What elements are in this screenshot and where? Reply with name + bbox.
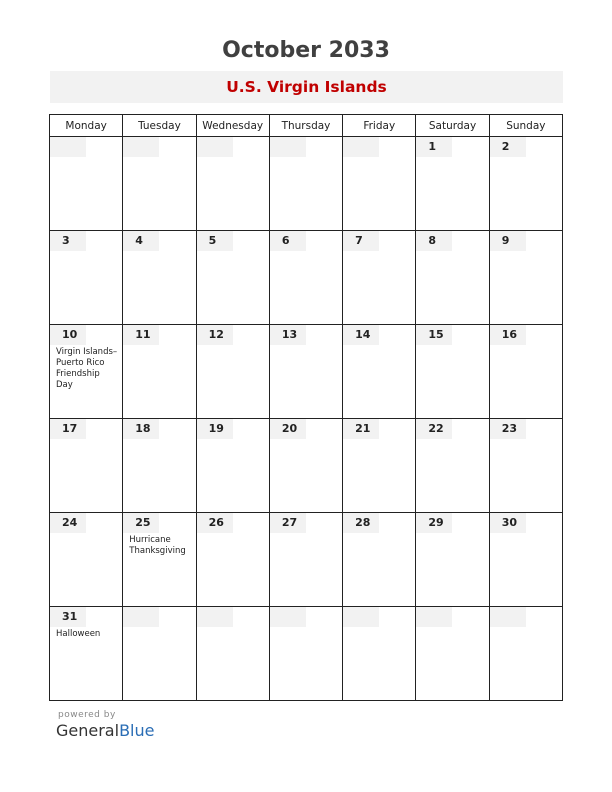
day-number: 23 — [490, 419, 526, 439]
day-number: 13 — [270, 325, 306, 345]
day-cell — [489, 137, 562, 231]
holiday-label: Halloween — [56, 629, 101, 639]
day-cell — [196, 513, 269, 607]
page-title: October 2033 — [222, 38, 390, 63]
weekday-header: Monday — [50, 115, 123, 137]
day-cell — [50, 607, 123, 701]
footer-brand — [56, 710, 154, 740]
day-number — [123, 607, 159, 627]
day-number: 26 — [197, 513, 233, 533]
day-number: 7 — [343, 231, 379, 251]
logo-general-text: General — [56, 721, 120, 740]
day-number — [123, 137, 159, 157]
day-cell — [269, 419, 342, 513]
day-cell — [416, 137, 489, 231]
day-cell — [416, 231, 489, 325]
weekday-header: Sunday — [489, 115, 562, 137]
day-number — [197, 607, 233, 627]
day-cell — [123, 137, 196, 231]
week-row — [50, 231, 563, 325]
day-cell — [343, 513, 416, 607]
weekday-header: Thursday — [269, 115, 342, 137]
day-cell — [196, 231, 269, 325]
day-cell — [196, 325, 269, 419]
day-cell — [343, 325, 416, 419]
day-number: 31 — [50, 607, 86, 627]
day-cell — [196, 137, 269, 231]
day-number: 29 — [416, 513, 452, 533]
day-number — [197, 137, 233, 157]
day-number — [50, 137, 86, 157]
day-number: 22 — [416, 419, 452, 439]
day-number: 2 — [490, 137, 526, 157]
day-number: 10 — [50, 325, 86, 345]
day-cell — [489, 513, 562, 607]
day-number: 9 — [490, 231, 526, 251]
day-number: 11 — [123, 325, 159, 345]
day-number: 16 — [490, 325, 526, 345]
generalblue-logo — [56, 721, 154, 740]
day-cell — [50, 137, 123, 231]
day-cell — [489, 231, 562, 325]
day-cell — [343, 137, 416, 231]
holiday-label: Virgin Islands–Puerto Rico Friendship Day — [56, 347, 118, 390]
day-cell — [269, 325, 342, 419]
day-number: 12 — [197, 325, 233, 345]
week-row — [50, 325, 563, 419]
day-number: 19 — [197, 419, 233, 439]
day-cell — [50, 419, 123, 513]
day-number: 28 — [343, 513, 379, 533]
day-cell — [269, 513, 342, 607]
day-number: 1 — [416, 137, 452, 157]
day-cell — [489, 325, 562, 419]
day-cell — [416, 513, 489, 607]
day-number: 8 — [416, 231, 452, 251]
day-cell — [123, 325, 196, 419]
subtitle-bar — [50, 71, 563, 103]
day-cell — [196, 419, 269, 513]
day-cell — [123, 513, 196, 607]
day-number — [490, 607, 526, 627]
day-cell — [416, 325, 489, 419]
day-number: 27 — [270, 513, 306, 533]
day-number: 6 — [270, 231, 306, 251]
day-cell — [489, 419, 562, 513]
powered-by-text: powered by — [58, 710, 116, 720]
day-number: 20 — [270, 419, 306, 439]
day-cell — [269, 231, 342, 325]
day-cell — [489, 607, 562, 701]
week-row — [50, 419, 563, 513]
day-number — [343, 137, 379, 157]
calendar-grid — [49, 114, 563, 701]
day-number: 18 — [123, 419, 159, 439]
day-number — [343, 607, 379, 627]
week-row — [50, 607, 563, 701]
day-cell — [343, 607, 416, 701]
weekday-header-row — [50, 115, 563, 137]
day-cell — [123, 607, 196, 701]
weekday-header: Friday — [343, 115, 416, 137]
weekday-header: Saturday — [416, 115, 489, 137]
day-number: 4 — [123, 231, 159, 251]
region-subtitle: U.S. Virgin Islands — [226, 78, 387, 96]
day-cell — [50, 513, 123, 607]
day-number — [270, 137, 306, 157]
day-number: 17 — [50, 419, 86, 439]
day-cell — [50, 325, 123, 419]
day-number: 24 — [50, 513, 86, 533]
day-cell — [343, 231, 416, 325]
day-cell — [50, 231, 123, 325]
weekday-header: Wednesday — [196, 115, 269, 137]
week-row — [50, 513, 563, 607]
day-number — [270, 607, 306, 627]
day-number: 14 — [343, 325, 379, 345]
day-number: 15 — [416, 325, 452, 345]
day-number: 30 — [490, 513, 526, 533]
week-row — [50, 137, 563, 231]
day-number: 21 — [343, 419, 379, 439]
day-cell — [416, 607, 489, 701]
day-number: 25 — [123, 513, 159, 533]
holiday-label: Hurricane Thanksgiving — [129, 535, 186, 556]
day-cell — [269, 607, 342, 701]
day-cell — [269, 137, 342, 231]
day-number: 5 — [197, 231, 233, 251]
day-cell — [196, 607, 269, 701]
day-number — [416, 607, 452, 627]
day-number: 3 — [50, 231, 86, 251]
day-cell — [123, 419, 196, 513]
day-cell — [123, 231, 196, 325]
day-cell — [343, 419, 416, 513]
logo-blue-text: Blue — [119, 721, 155, 740]
day-cell — [416, 419, 489, 513]
weekday-header: Tuesday — [123, 115, 196, 137]
